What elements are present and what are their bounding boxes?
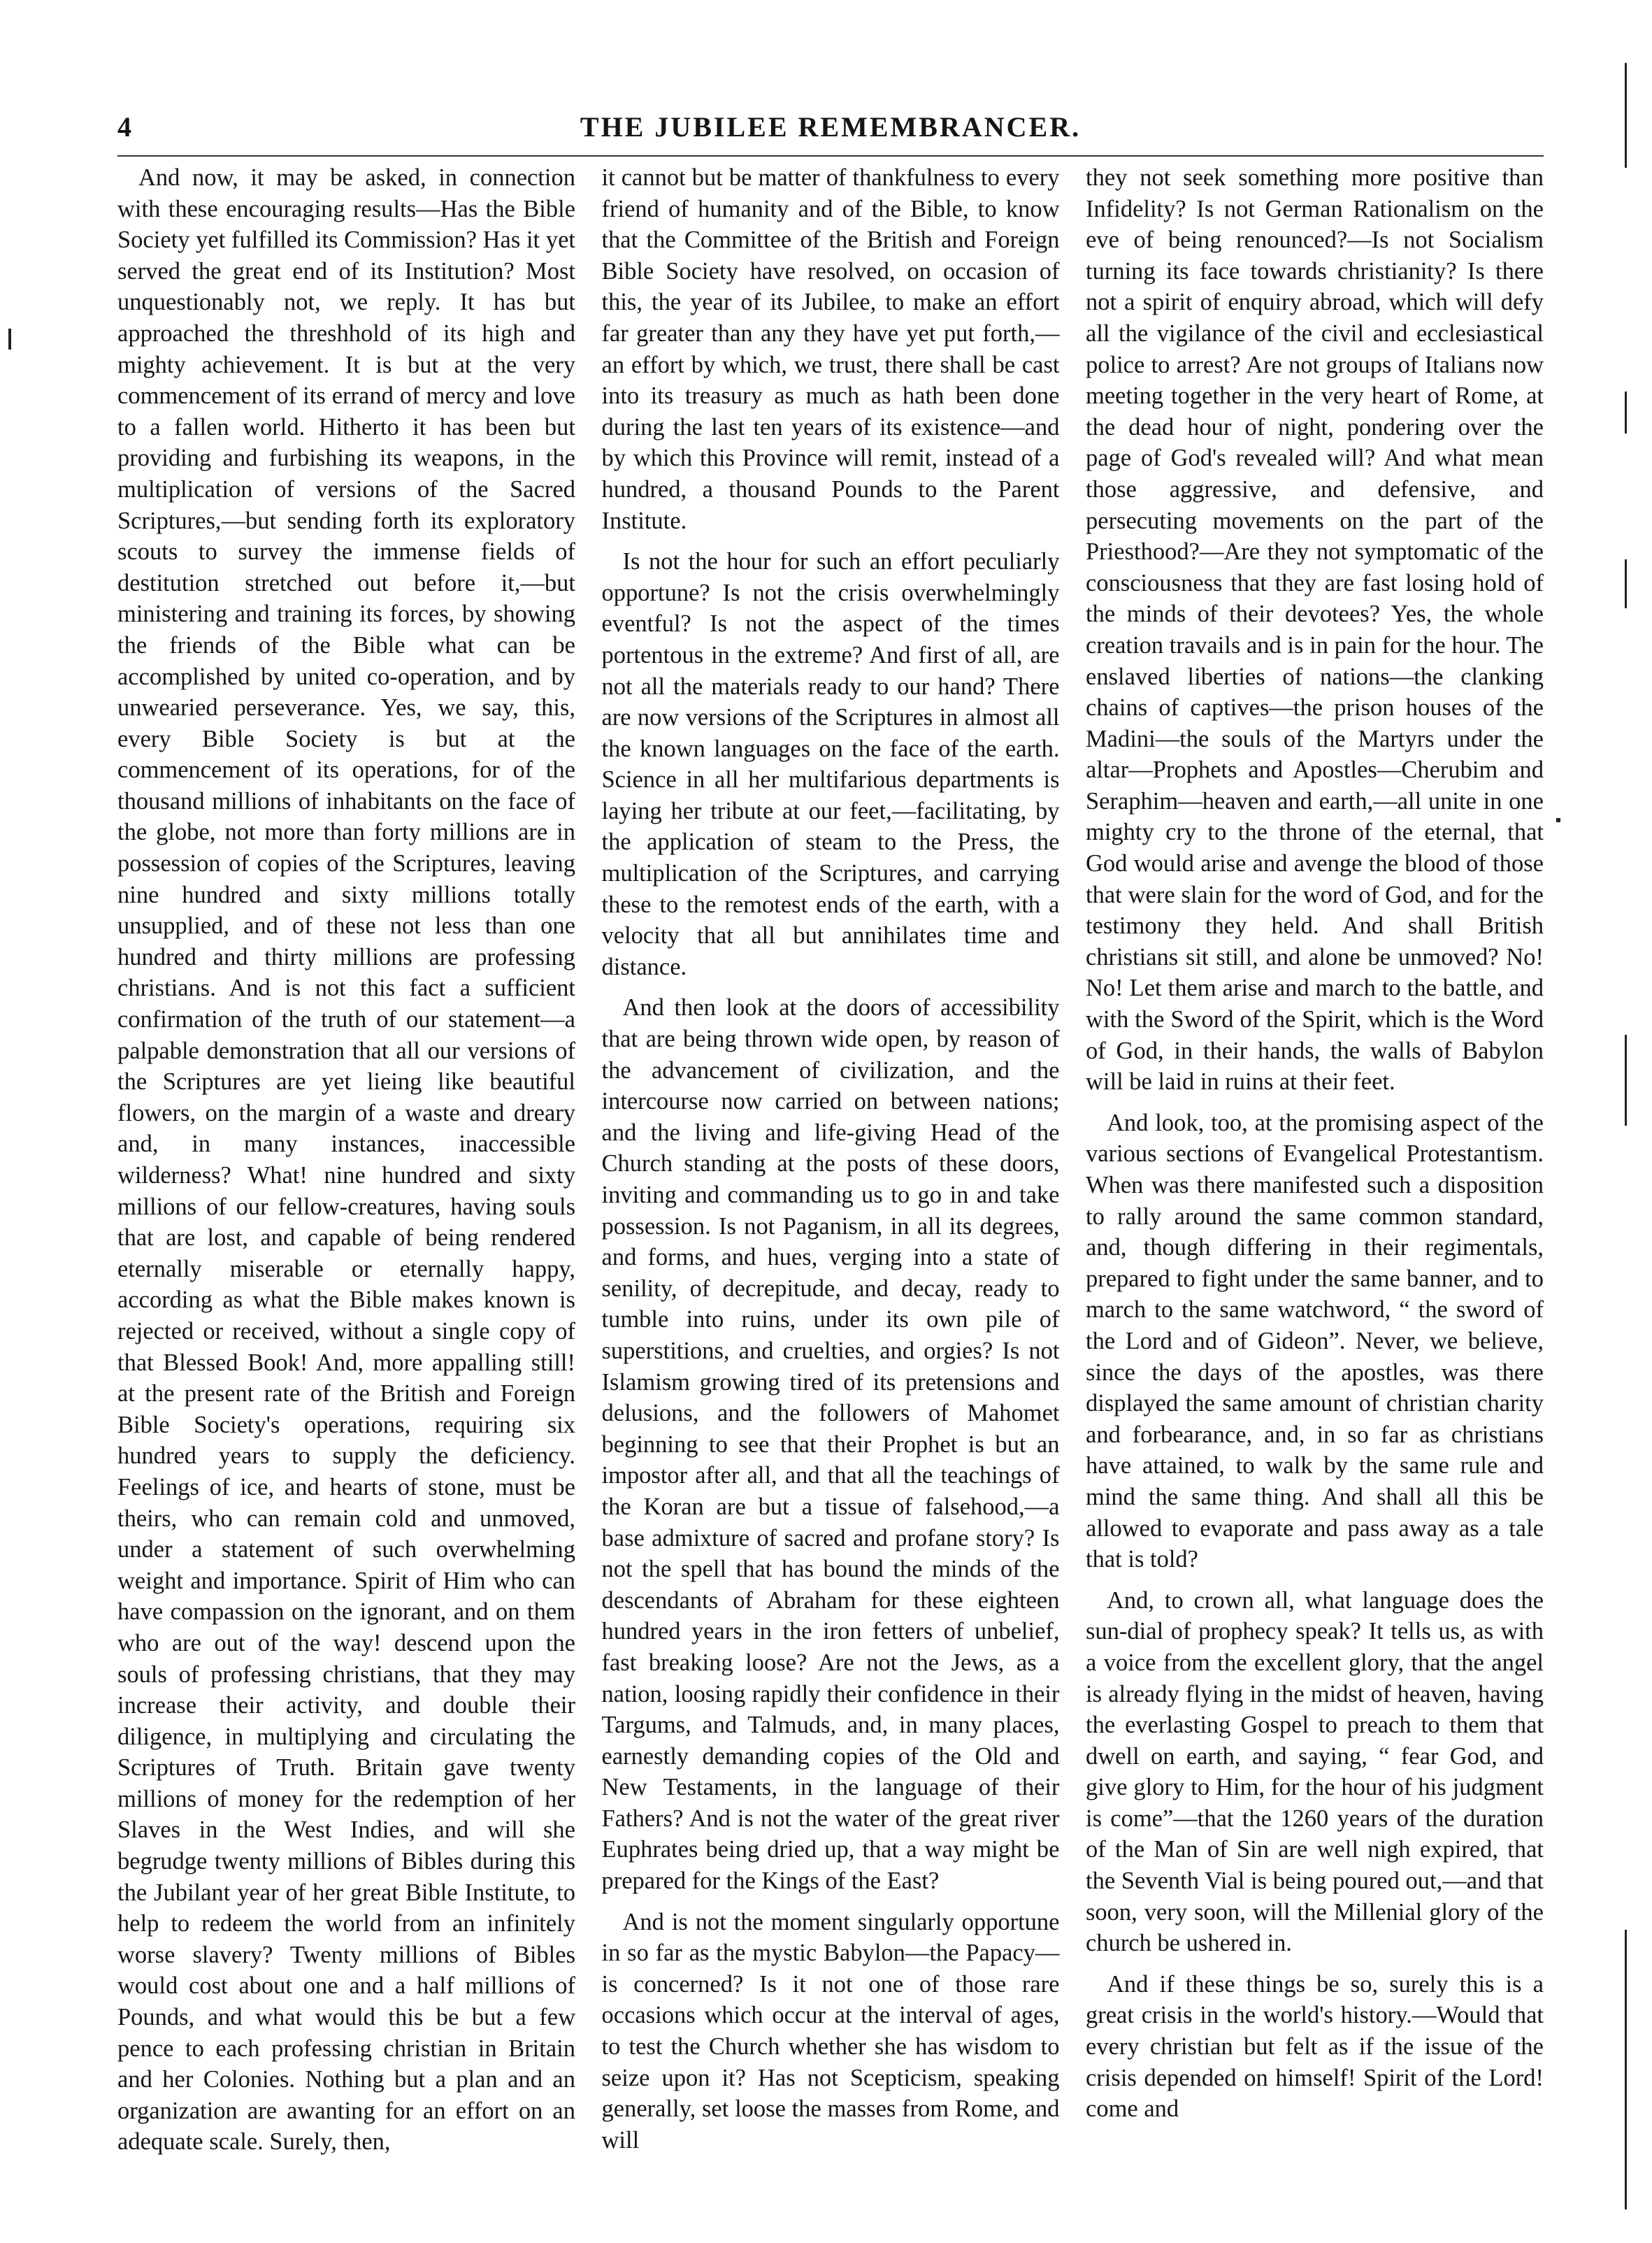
column-2: [601, 162, 1060, 2154]
paragraph: And now, it may be asked, in connection with these encouraging results—Has the Bible Society yet fulfilled its Commission? Has it yet served the great end of its Institution? Most unquestionably not, we reply. It has but approached the threshhold of its high and mighty achievement. It is but at the very commencement of its errand of mercy and love to a fallen world. Hitherto it has been but providing and furbishing its weapons, in the multiplication of versions of the Sacred Scriptures,—but sending forth its exploratory scouts to survey the immense fields of destitution stretched out before it,—but ministering and training its forces, by showing the friends of the Bible what can be accomplished by united co-operation, and by unwearied perseverance. Yes, we say, this, every Bible Society is but at the commencement of its operations, for of the thousand millions of inhabitants on the face of the globe, not more than forty millions are in possession of copies of the Scriptures, leaving nine hundred and sixty millions totally unsupplied, and of these not less than one hundred and thirty millions are professing christians. And is not this fact a sufficient confirmation of the truth of our statement—a palpable demonstration that all our versions of the Scriptures are yet lieing like beautiful flowers, on the margin of a waste and dreary and, in many instances, inaccessible wilderness? What! nine hundred and sixty millions of our fellow-creatures, having souls that are lost, and capable of being rendered eternally miserable or eternally happy, according as what the Bible makes known is rejected or received, without a single copy of that Blessed Book! And, more appalling still! at the present rate of the British and Foreign Bible Society's operations, requiring six hundred years to supply the deficiency. Feelings of ice, and hearts of stone, must be theirs, who can remain cold and unmoved, under a statement of such overwhelming weight and importance. Spirit of Him who can have compassion on the ignorant, and on them who are out of the way! descend upon the souls of professing christians, that they may increase their activity, and double their diligence, in multiplying and circulating the Scriptures of Truth. Britain gave twenty millions of money for the redemption of her Slaves in the West Indies, and will she begrudge twenty millions of Bibles during this the Jubilant year of her great Bible Institute, to help to redeem the world from an infinitely worse slavery? Twenty millions of Bibles would cost about one and a half millions of Pounds, and what would this be but a few pence to each professing christian in Britain and her Colonies. Nothing but a plan and an organization are awanting for an effort on an adequate scale. Surely, then,: [117, 164, 575, 2156]
paragraph: they not seek something more positive than Infidelity? Is not German Rationalism on the eve of being renounced?—Is not Socialism turning its face towards christianity? Is there not a spirit of enquiry abroad, which will defy all the vigilance of the civil and ecclesiastical police to arrest? Are not groups of Italians now meeting together in the very heart of Rome, at the dead hour of night, pondering over the page of God's revealed will? And what mean those aggressive, and defensive, and persecuting movements on the part of the Priesthood?—Are they not symptomatic of the consciousness that they are fast losing hold of the minds of their devotees? Yes, the whole creation travails and is in pain for the hour. The enslaved liberties of nations—the clanking chains of captives—the prison houses of the Madini—the souls of the Martyrs under the altar—Prophets and Apostles—Cherubim and Seraphim—heaven and earth,—all unite in one mighty cry to the throne of the eternal, that God would arise and avenge the blood of those that were slain for the word of God, and for the testimony they held. And shall British christians sit still, and alone be unmoved? No! No! Let them arise and march to the battle, and with the Sword of the Spirit, which is the Word of God, in their hands, the walls of Babylon will be laid in ruins at their feet.: [1086, 164, 1544, 1096]
paragraph: it cannot but be matter of thankfulness to every friend of humanity and of the Bible, to know that the Committee of the British and Foreign Bible Society have resolved, on occasion of this, the year of its Jubilee, to make an effort far greater than any they have yet put forth,—an effort by which, we trust, there shall be cast into its treasury as much as hath been done during the last ten years of its existence—and by which this Province will remit, instead of a hundred, a thousand Pounds to the Parent Institute.: [601, 164, 1060, 534]
header-rule: [117, 155, 1544, 157]
scan-edge-mark: [1625, 559, 1627, 608]
scan-edge-mark: [1625, 392, 1627, 433]
scan-edge-mark: [1625, 63, 1627, 168]
paragraph: And is not the moment singularly opportune in so far as the mystic Babylon—the Papacy—is concerned? Is it not one of those rare occasions which occur at the interval of ages, to test the Church whether she has wisdom to seize upon it? Has not Scepticism, speaking generally, set loose the masses from Rome, and will: [601, 1908, 1060, 2154]
scan-speck: [8, 329, 11, 350]
running-title: THE JUBILEE REMEMBRANCER.: [580, 111, 1082, 143]
article-columns: [117, 162, 1544, 2156]
paragraph: And look, too, at the promising aspect of the various sections of Evangelical Protestantism. When was there manifested such a disposition to rally around the same common standard, and, though differing in their regimentals, prepared to fight under the same banner, and to march to the same watchword, “ the sword of the Lord and of Gideon”. Never, we believe, since the days of the apostles, was there displayed the same amount of christian charity and forbearance, and, in so far as christians have attained, to walk by the same rule and mind the same thing. And shall all this be allowed to evaporate and pass away as a tale that is told?: [1086, 1109, 1544, 1573]
paragraph: And if these things be so, surely this is a great crisis in the world's history.—Would that every christian but felt as if the issue of the crisis depended on himself! Spirit of the Lord! come and: [1086, 1970, 1544, 2123]
scan-edge-mark: [1625, 1035, 1627, 1126]
column-3: [1086, 162, 1544, 2123]
paragraph: And, to crown all, what language does the sun-dial of prophecy speak? It tells us, as with a voice from the excellent glory, that the angel is already flying in the midst of heaven, having the everlasting Gospel to preach to them that dwell on earth, and saying, “ fear God, and give glory to Him, for the hour of his judgment is come”—that the 1260 years of the duration of the Man of Sin are well nigh expired, that the Seventh Vial is being poured out,—and that soon, very soon, will the Millenial glory of the church be ushered in.: [1086, 1586, 1544, 1957]
paragraph: And then look at the doors of accessibility that are being thrown wide open, by reason of the advancement of civilization, and the intercourse now carried on between nations; and the living and life-giving Head of the Church standing at the posts of these doors, inviting and commanding us to go in and take possession. Is not Paganism, in all its degrees, and forms, and hues, verging into a state of senility, of decrepitude, and decay, ready to tumble into ruins, under its own pile of superstitions, and cruelties, and orgies? Is not Islamism growing tired of its pretensions and delusions, and the followers of Mahomet beginning to see that their Prophet is but an impostor after all, and that all the teachings of the Koran are but a tissue of falsehood,—a base admixture of sacred and profane story? Is not the spell that has bound the minds of the descendants of Abraham for these eighteen hundred years in the iron fetters of unbelief, fast breaking loose? Are not the Jews, as a nation, loosing rapidly their confidence in their Targums, and Talmuds, and, in many places, earnestly demanding copies of the Old and New Testaments, in the language of their Fathers? And is not the water of the great river Euphrates being dried up, that a way might be prepared for the Kings of the East?: [601, 994, 1060, 1895]
page-number: 4: [117, 111, 131, 143]
scan-edge-mark: [1625, 1930, 1627, 2209]
page-header: [117, 105, 1544, 154]
scan-speck: [1556, 818, 1560, 822]
column-1: [117, 162, 575, 2156]
paragraph: Is not the hour for such an effort peculiarly opportune? Is not the crisis overwhelmingly eventful? Is not the aspect of the times portentous in the extreme? And first of all, are not all the materials ready to our hand? There are now versions of the Scriptures in almost all the known languages on the face of the earth. Science in all her multifarious departments is laying her tribute at our feet,—facilitating, by the application of steam to the Press, the multiplication of the Scriptures, and carrying these to the remotest ends of the earth, with a velocity that all but annihilates time and distance.: [601, 548, 1060, 980]
